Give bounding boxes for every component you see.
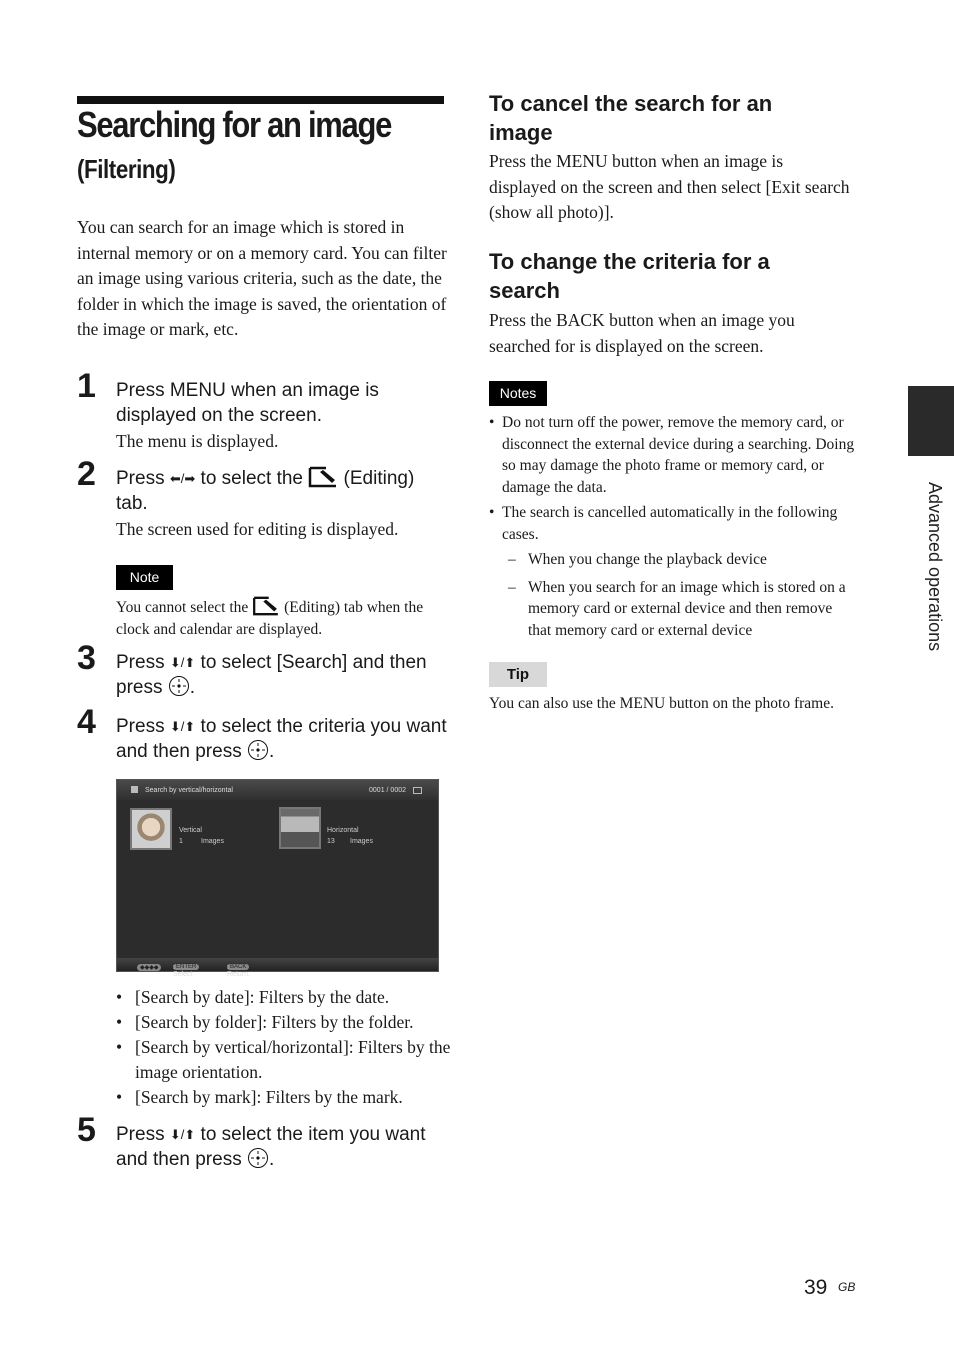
screen-footer-bar: ◆◆◆◆ ENTER : Select BACK : Return. — [117, 958, 438, 971]
vertical-count: 1 — [179, 838, 183, 845]
page-subtitle: (Filtering) — [77, 154, 176, 184]
down-up-arrows-icon: ⬇/⬆ — [169, 1127, 196, 1142]
vertical-unit: Images — [201, 838, 224, 845]
screen-page-counter: 0001 / 0002 — [369, 787, 406, 794]
list-item: • [Search by vertical/horizontal]: Filters by the image orientation. — [116, 1037, 451, 1082]
editing-tab-icon — [252, 596, 280, 616]
horizontal-label: Horizontal — [327, 827, 359, 834]
list-item: • [Search by folder]: Filters by the folder. — [116, 1012, 414, 1032]
screen-header-bar — [117, 780, 438, 800]
criteria-list — [116, 985, 456, 1110]
list-item: • Do not turn off the power, remove the memory card, or disconnect the external device during a searching. Doing so may damage the photo frame or memory card, or damage the data. — [489, 414, 855, 496]
step-3-number: 3 — [77, 639, 96, 677]
screen-back-pill: BACK — [227, 964, 249, 970]
step-4-number: 4 — [77, 703, 96, 741]
change-criteria-heading: To change the criteria for a search — [489, 249, 770, 303]
note-text: You cannot select the (Editing) tab when the clock and calendar are displayed. — [116, 596, 446, 640]
tip-text: You can also use the MENU button on the photo frame. — [489, 695, 834, 712]
tip-tag: Tip — [489, 662, 547, 687]
step-5-text: Press ⬇/⬆ to select the item you want and then press . — [116, 1124, 426, 1170]
device-icon — [413, 787, 422, 794]
down-up-arrows-icon: ⬇/⬆ — [169, 719, 196, 734]
screen-header-title: Search by vertical/horizontal — [145, 787, 233, 794]
intro-paragraph: You can search for an image which is stored in internal memory or on a memory card. You can filter an image using various criteria, such as the date, the folder in which the image is saved, the orientation of the image or mark, etc. — [77, 217, 447, 339]
step-2-number: 2 — [77, 455, 96, 493]
editing-tab-icon — [308, 466, 338, 488]
step-2-result: The screen used for editing is displayed. — [116, 519, 399, 539]
horizontal-count: 13 — [327, 838, 335, 845]
screen-return-hint: : Return. — [227, 964, 250, 978]
enter-button-icon — [247, 1147, 269, 1169]
down-up-arrows-icon: ⬇/⬆ — [169, 655, 196, 670]
step-3-text: Press ⬇/⬆ to select [Search] and then press . — [116, 652, 427, 698]
search-screen-illustration — [116, 779, 439, 978]
cancel-search-heading: To cancel the search for an image — [489, 91, 773, 145]
step-2-text: Press ⬅/➡ to select the (Editing) tab. — [116, 468, 415, 514]
notes-list — [489, 412, 859, 647]
step-1-result: The menu is displayed. — [116, 431, 279, 451]
list-item: • The search is cancelled automatically in the following cases. — [489, 504, 838, 543]
step-1-number: 1 — [77, 367, 96, 405]
step-5-number: 5 — [77, 1111, 96, 1149]
notes-tag: Notes — [489, 381, 547, 406]
page-number: 39 — [804, 1276, 828, 1299]
title-rule — [77, 96, 444, 104]
vertical-label: Vertical — [179, 827, 202, 834]
search-icon — [131, 786, 138, 793]
screen-enter-pill: ENTER — [173, 964, 199, 970]
horizontal-thumbnail — [279, 807, 321, 849]
list-item: – When you search for an image which is stored on a memory card or external device and then remove that memory card or external device — [508, 578, 846, 639]
note-tag: Note — [116, 565, 173, 590]
enter-button-icon — [168, 675, 190, 697]
screen-select-hint: : Select — [173, 964, 193, 978]
page-language-code: GB — [838, 1280, 856, 1294]
step-4-text: Press ⬇/⬆ to select the criteria you want and then press . — [116, 716, 447, 762]
horizontal-unit: Images — [350, 838, 373, 845]
list-item: • [Search by mark]: Filters by the mark. — [116, 1087, 403, 1107]
section-tab-marker — [908, 386, 954, 456]
cancel-search-body: Press the MENU button when an image is displayed on the screen and then select [Exit search (show all photo)]. — [489, 151, 850, 222]
section-side-label: Advanced operations — [925, 482, 945, 652]
enter-button-icon — [247, 739, 269, 761]
list-item: – When you change the playback device — [508, 551, 767, 568]
page-title: Searching for an image — [77, 104, 391, 145]
step-1-text: Press MENU when an image is displayed on the screen. — [116, 380, 379, 426]
vertical-thumbnail — [130, 808, 172, 850]
left-right-arrows-icon: ⬅/➡ — [169, 471, 196, 486]
change-criteria-body: Press the BACK button when an image you searched for is displayed on the screen. — [489, 310, 795, 356]
list-item: • [Search by date]: Filters by the date. — [116, 987, 390, 1007]
